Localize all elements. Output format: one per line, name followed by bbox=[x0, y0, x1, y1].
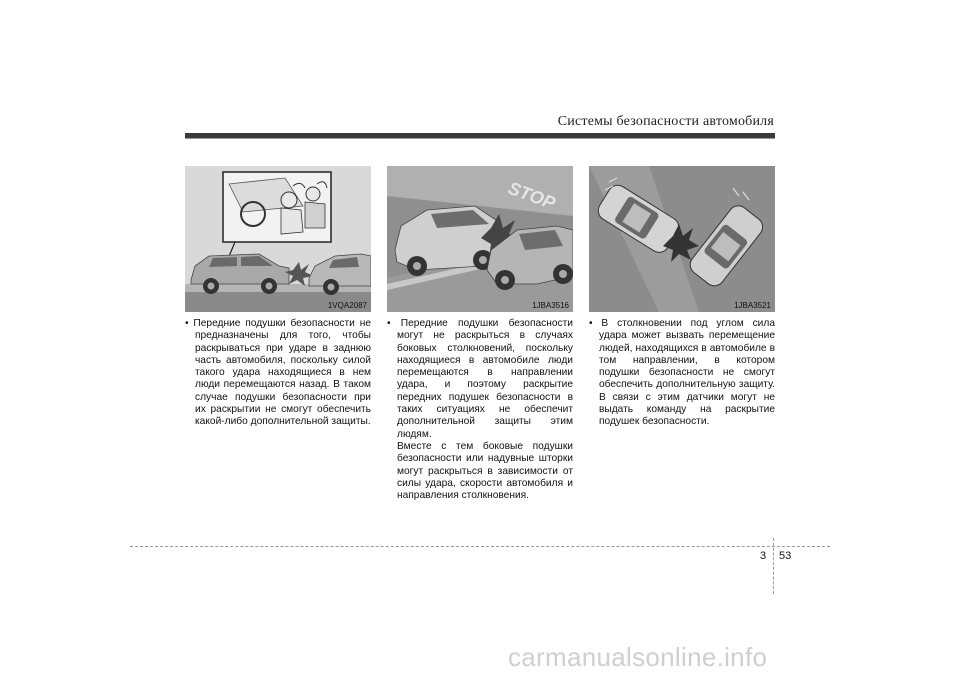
figure-code: 1VQA2087 bbox=[327, 301, 367, 310]
angled-impact-illustration bbox=[589, 166, 775, 312]
text-column-side-impact bbox=[387, 318, 573, 502]
page-number-divider bbox=[773, 538, 774, 594]
text-column-rear-impact bbox=[185, 318, 371, 429]
road-stop-marking: STOP bbox=[505, 177, 559, 214]
text-column-angled-impact bbox=[589, 318, 775, 429]
figure-code: 1JBA3521 bbox=[734, 301, 771, 310]
footer-divider bbox=[130, 546, 830, 547]
rear-impact-illustration bbox=[185, 166, 371, 312]
figure-side-impact bbox=[387, 166, 573, 312]
page-number: 53 bbox=[779, 550, 792, 562]
header-rule-thin bbox=[185, 138, 775, 139]
watermark: carmanualsonline.info bbox=[508, 642, 768, 672]
section-number: 3 bbox=[760, 550, 767, 562]
paragraph: • Передние подушки безопасности могут не раскрыться в случаях боковых столкновений, поскольку находящиеся в автомобиле люди перемещаются в направлении удара, и поэтому раскрытие передних подушек безопасности в таких ситуациях не обеспечит дополнительной защиты этим людям. bbox=[387, 318, 573, 440]
figure-rear-impact bbox=[185, 166, 371, 312]
page-section-title: Системы безопасности автомобиля bbox=[557, 114, 774, 129]
figure-code: 1JBA3516 bbox=[532, 301, 569, 310]
paragraph: • Передние подушки безопасности не предназначены для того, чтобы раскрываться при ударе в заднюю часть автомобиля, поскольку силой такого удара находящиеся в нем люди перемещаются назад. В таком случае подушки безопасности при их раскрытии не смогут обеспечить какой-либо дополнительной защиты. bbox=[185, 318, 371, 428]
paragraph: Вместе с тем боковые подушки безопасности или надувные шторки могут раскрыться в зависимости от силы удара, скорости автомобиля и направления столкновения. bbox=[397, 440, 573, 502]
paragraph: • В столкновении под углом сила удара может вызвать перемещение людей, находящихся в автомобиле в том направлении, в котором подушки безопасности не смогут обеспечить дополнительную защиту. В связи с этим датчики могут не выдать команду на раскрытие подушек безопасности. bbox=[589, 318, 775, 428]
side-impact-illustration bbox=[387, 166, 573, 312]
figure-angled-impact bbox=[589, 166, 775, 312]
